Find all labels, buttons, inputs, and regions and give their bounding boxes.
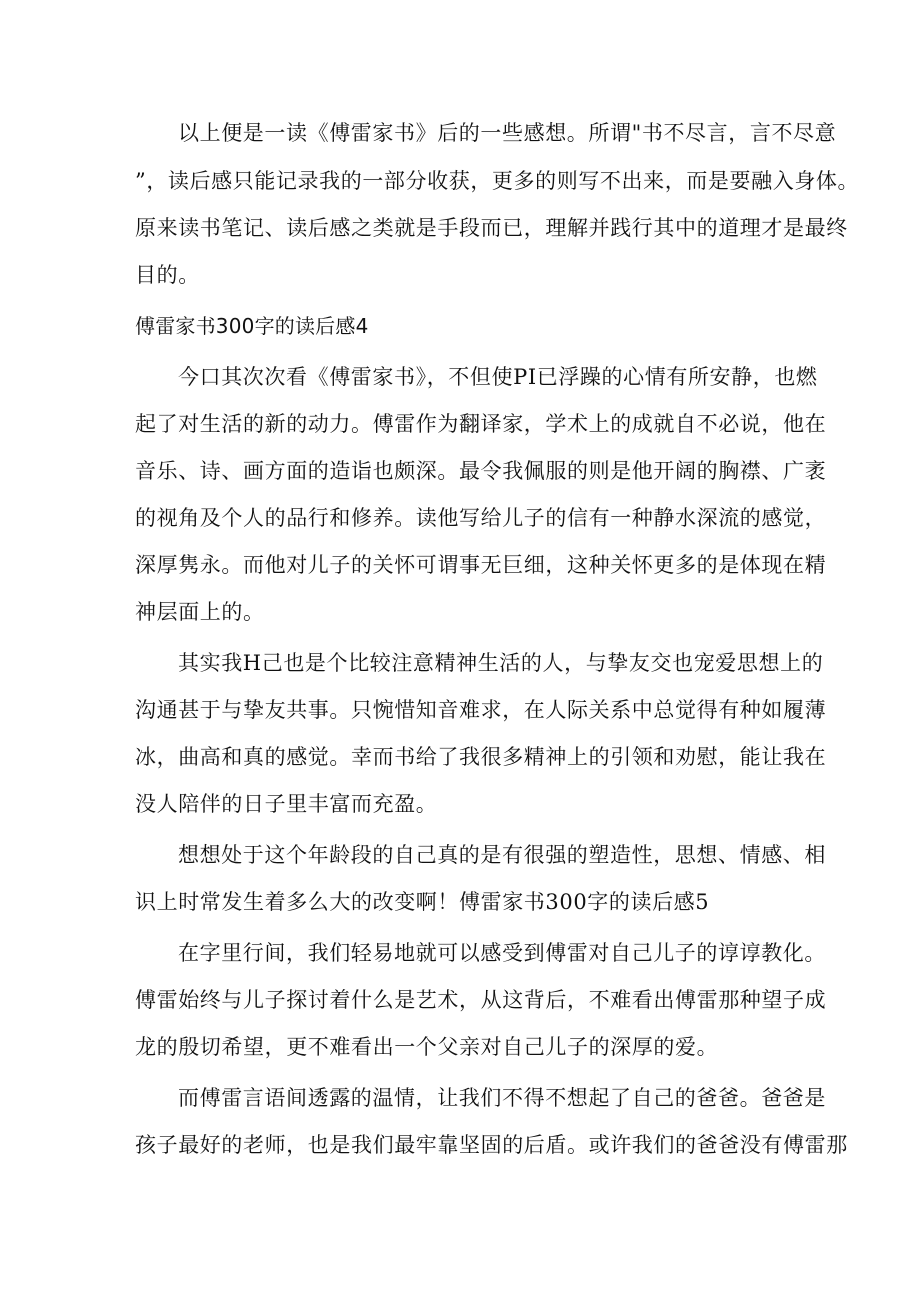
paragraph-1-line-2: ”，读后感只能记录我的一部分收获，更多的则写不出来，而是要融入身体。 (135, 169, 860, 193)
paragraph-4-line-1: 想想处于这个年龄段的自己真的是有很强的塑造性，思想、情感、相 (178, 843, 826, 867)
paragraph-1-line-4: 目的。 (135, 263, 200, 287)
paragraph-6-line-1: 而傅雷言语间透露的温情，让我们不得不想起了自己的爸爸。爸爸是 (178, 1086, 826, 1110)
paragraph-5-line-2: 傅雷始终与儿子探讨着什么是艺术，从这背后，不难看出傅雷那种望子成 (135, 988, 827, 1012)
paragraph-5-line-1: 在字里行间，我们轻易地就可以感受到傅雷对自己儿子的谆谆教化。 (178, 941, 826, 965)
paragraph-4-line-2: 识上时常发生着多么大的改变啊！傅雷家书300字的读后感5 (135, 890, 710, 914)
paragraph-2-line-6: 神层面上的。 (135, 600, 265, 624)
paragraph-3-line-4: 没人陪伴的日子里丰富而充盈。 (135, 792, 438, 816)
paragraph-1-line-1: 以上便是一读《傅雷家书》后的一些感想。所谓"书不尽言，言不尽意 (178, 121, 837, 145)
section-heading-4: 傅雷家书300字的读后感4 (135, 314, 369, 338)
paragraph-2-line-3: 音乐、诗、画方面的造诣也颇深。最令我佩服的则是他开阔的胸襟、广袤 (135, 459, 827, 483)
paragraph-2-line-1: 今口其次次看《傅雷家书》，不但使PI已浮躁的心情有所安静，也燃 (178, 365, 818, 389)
paragraph-2-line-4: 的视角及个人的品行和修养。读他写给儿子的信有一种静水深流的感觉， (135, 506, 827, 530)
paragraph-2-line-5: 深厚隽永。而他对儿子的关怀可谓事无巨细，这种关怀更多的是体现在精 (135, 553, 827, 577)
paragraph-2-line-2: 起了对生活的新的动力。傅雷作为翻译家，学术上的成就自不必说，他在 (135, 412, 827, 436)
paragraph-1-line-3: 原来读书笔记、读后感之类就是手段而已，理解并践行其中的道理才是最终 (135, 216, 848, 240)
paragraph-5-line-3: 龙的殷切希望，更不难看出一个父亲对自己儿子的深厚的爱。 (135, 1035, 719, 1059)
paragraph-3-line-2: 沟通甚于与挚友共事。只惋惜知音难求，在人际关系中总觉得有种如履薄 (135, 698, 827, 722)
paragraph-6-line-2: 孩子最好的老师，也是我们最牢靠坚固的后盾。或许我们的爸爸没有傅雷那 (135, 1133, 848, 1157)
paragraph-3-line-1: 其实我H己也是个比较注意精神生活的人，与挚友交也宠爱思想上的 (178, 651, 824, 675)
paragraph-3-line-3: 冰，曲高和真的感觉。幸而书给了我很多精神上的引领和劝慰，能让我在 (135, 745, 827, 769)
